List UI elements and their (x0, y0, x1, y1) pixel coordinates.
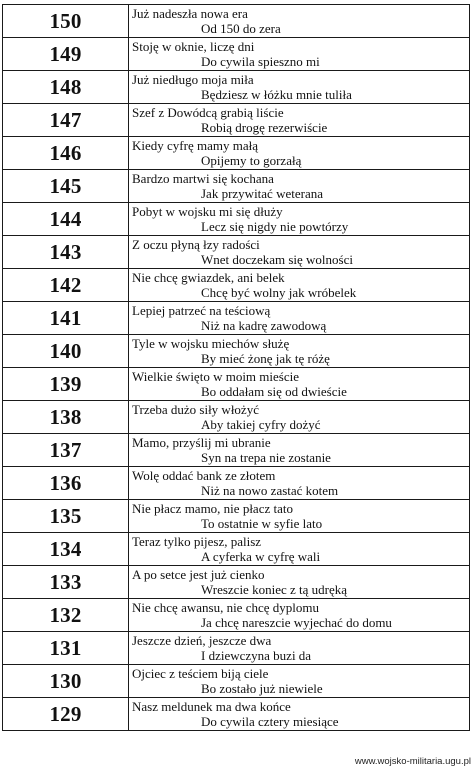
table-row (3, 665, 470, 698)
verse-line-1: Wielkie święto w moim mieście (132, 369, 299, 384)
table-row (3, 467, 470, 500)
verse-line-2: By mieć żonę jak tę różę (201, 351, 330, 366)
verse-cell (129, 467, 470, 500)
day-number: 146 (3, 137, 129, 170)
verse-line-2: Wreszcie koniec z tą udręką (201, 582, 348, 597)
day-number: 130 (3, 665, 129, 698)
table-row (3, 203, 470, 236)
source-footer: www.wojsko-militaria.ugu.pl (354, 756, 471, 767)
table-row (3, 137, 470, 170)
verse-line-1: Tyle w wojsku miechów służę (132, 336, 290, 351)
verse-line-2: Syn na trepa nie zostanie (201, 450, 331, 465)
day-number: 135 (3, 500, 129, 533)
verse-line-2: Bo zostało już niewiele (201, 681, 323, 696)
verse-line-1: Kiedy cyfrę mamy małą (132, 138, 258, 153)
verse-line-2: Do cywila spieszno mi (201, 54, 320, 69)
table-row (3, 71, 470, 104)
day-number: 148 (3, 71, 129, 104)
verse-cell (129, 203, 470, 236)
verse-cell (129, 38, 470, 71)
verse-line-1: A po setce jest już cienko (132, 567, 265, 582)
verse-line-2: Od 150 do zera (201, 21, 281, 36)
day-number: 138 (3, 401, 129, 434)
verse-cell (129, 5, 470, 38)
verse-cell (129, 665, 470, 698)
verse-line-2: Będziesz w łóżku mnie tuliła (201, 87, 352, 102)
day-number: 142 (3, 269, 129, 302)
verse-cell (129, 170, 470, 203)
verse-cell (129, 335, 470, 368)
verse-cell (129, 599, 470, 632)
verse-line-1: Teraz tylko pijesz, palisz (132, 534, 262, 549)
verse-line-1: Już nadeszła nowa era (132, 6, 248, 21)
day-number: 149 (3, 38, 129, 71)
table-row (3, 104, 470, 137)
table-row (3, 170, 470, 203)
verse-cell (129, 698, 470, 731)
verse-line-2: Opijemy to gorzałą (201, 153, 302, 168)
day-number: 144 (3, 203, 129, 236)
verse-line-2: I dziewczyna buzi da (201, 648, 312, 663)
verse-line-1: Wolę oddać bank ze złotem (132, 468, 276, 483)
table-row (3, 236, 470, 269)
table-row (3, 302, 470, 335)
table-row (3, 533, 470, 566)
verse-line-2: A cyferka w cyfrę wali (201, 549, 321, 564)
verse-cell (129, 434, 470, 467)
table-row (3, 335, 470, 368)
table-row (3, 632, 470, 665)
verse-cell (129, 137, 470, 170)
day-number: 145 (3, 170, 129, 203)
verse-line-2: Lecz się nigdy nie powtórzy (201, 219, 349, 234)
day-number: 132 (3, 599, 129, 632)
verse-line-1: Z oczu płyną łzy radości (132, 237, 260, 252)
verse-cell (129, 104, 470, 137)
verse-line-1: Szef z Dowódcą grabią liście (132, 105, 284, 120)
table-row (3, 500, 470, 533)
table-row (3, 5, 470, 38)
verse-line-2: Chcę być wolny jak wróbelek (201, 285, 357, 300)
verse-cell (129, 302, 470, 335)
verse-line-1: Nie płacz mamo, nie płacz tato (132, 501, 293, 516)
day-number: 140 (3, 335, 129, 368)
day-number: 150 (3, 5, 129, 38)
day-number: 143 (3, 236, 129, 269)
day-number: 133 (3, 566, 129, 599)
verse-line-2: Niż na nowo zastać kotem (201, 483, 339, 498)
day-number: 131 (3, 632, 129, 665)
verse-cell (129, 500, 470, 533)
verse-line-2: Do cywila cztery miesiące (201, 714, 339, 729)
verse-line-2: To ostatnie w syfie lato (201, 516, 323, 531)
day-number: 134 (3, 533, 129, 566)
verse-line-1: Mamo, przyślij mi ubranie (132, 435, 271, 450)
table-row (3, 368, 470, 401)
table-row (3, 698, 470, 731)
countdown-rows (3, 5, 470, 731)
day-number: 136 (3, 467, 129, 500)
verse-line-1: Nie chcę awansu, nie chcę dyplomu (132, 600, 319, 615)
countdown-table (2, 4, 470, 731)
day-number: 139 (3, 368, 129, 401)
verse-cell (129, 632, 470, 665)
verse-line-1: Pobyt w wojsku mi się dłuży (132, 204, 283, 219)
table-row (3, 434, 470, 467)
verse-line-2: Bo oddałam się od dwieście (201, 384, 347, 399)
verse-line-2: Aby takiej cyfry dożyć (201, 417, 321, 432)
table-row (3, 566, 470, 599)
verse-cell (129, 533, 470, 566)
verse-line-1: Nie chcę gwiazdek, ani belek (132, 270, 285, 285)
verse-line-1: Stoję w oknie, liczę dni (132, 39, 255, 54)
table-row (3, 38, 470, 71)
verse-cell (129, 368, 470, 401)
day-number: 141 (3, 302, 129, 335)
verse-cell (129, 566, 470, 599)
verse-line-1: Nasz meldunek ma dwa końce (132, 699, 291, 714)
verse-cell (129, 236, 470, 269)
verse-line-2: Robią drogę rezerwiście (201, 120, 328, 135)
verse-line-1: Jeszcze dzień, jeszcze dwa (132, 633, 272, 648)
verse-line-2: Niż na kadrę zawodową (201, 318, 327, 333)
day-number: 129 (3, 698, 129, 731)
verse-cell (129, 71, 470, 104)
verse-line-2: Ja chcę nareszcie wyjechać do domu (201, 615, 392, 630)
verse-cell (129, 269, 470, 302)
day-number: 137 (3, 434, 129, 467)
day-number: 147 (3, 104, 129, 137)
verse-line-1: Bardzo martwi się kochana (132, 171, 274, 186)
table-row (3, 401, 470, 434)
verse-line-2: Wnet doczekam się wolności (201, 252, 353, 267)
verse-line-1: Lepiej patrzeć na teściową (132, 303, 271, 318)
verse-line-1: Ojciec z teściem biją ciele (132, 666, 269, 681)
verse-line-1: Już niedługo moja miła (132, 72, 254, 87)
verse-line-1: Trzeba dużo siły włożyć (132, 402, 259, 417)
verse-line-2: Jak przywitać weterana (201, 186, 323, 201)
table-row (3, 599, 470, 632)
verse-cell (129, 401, 470, 434)
table-row (3, 269, 470, 302)
